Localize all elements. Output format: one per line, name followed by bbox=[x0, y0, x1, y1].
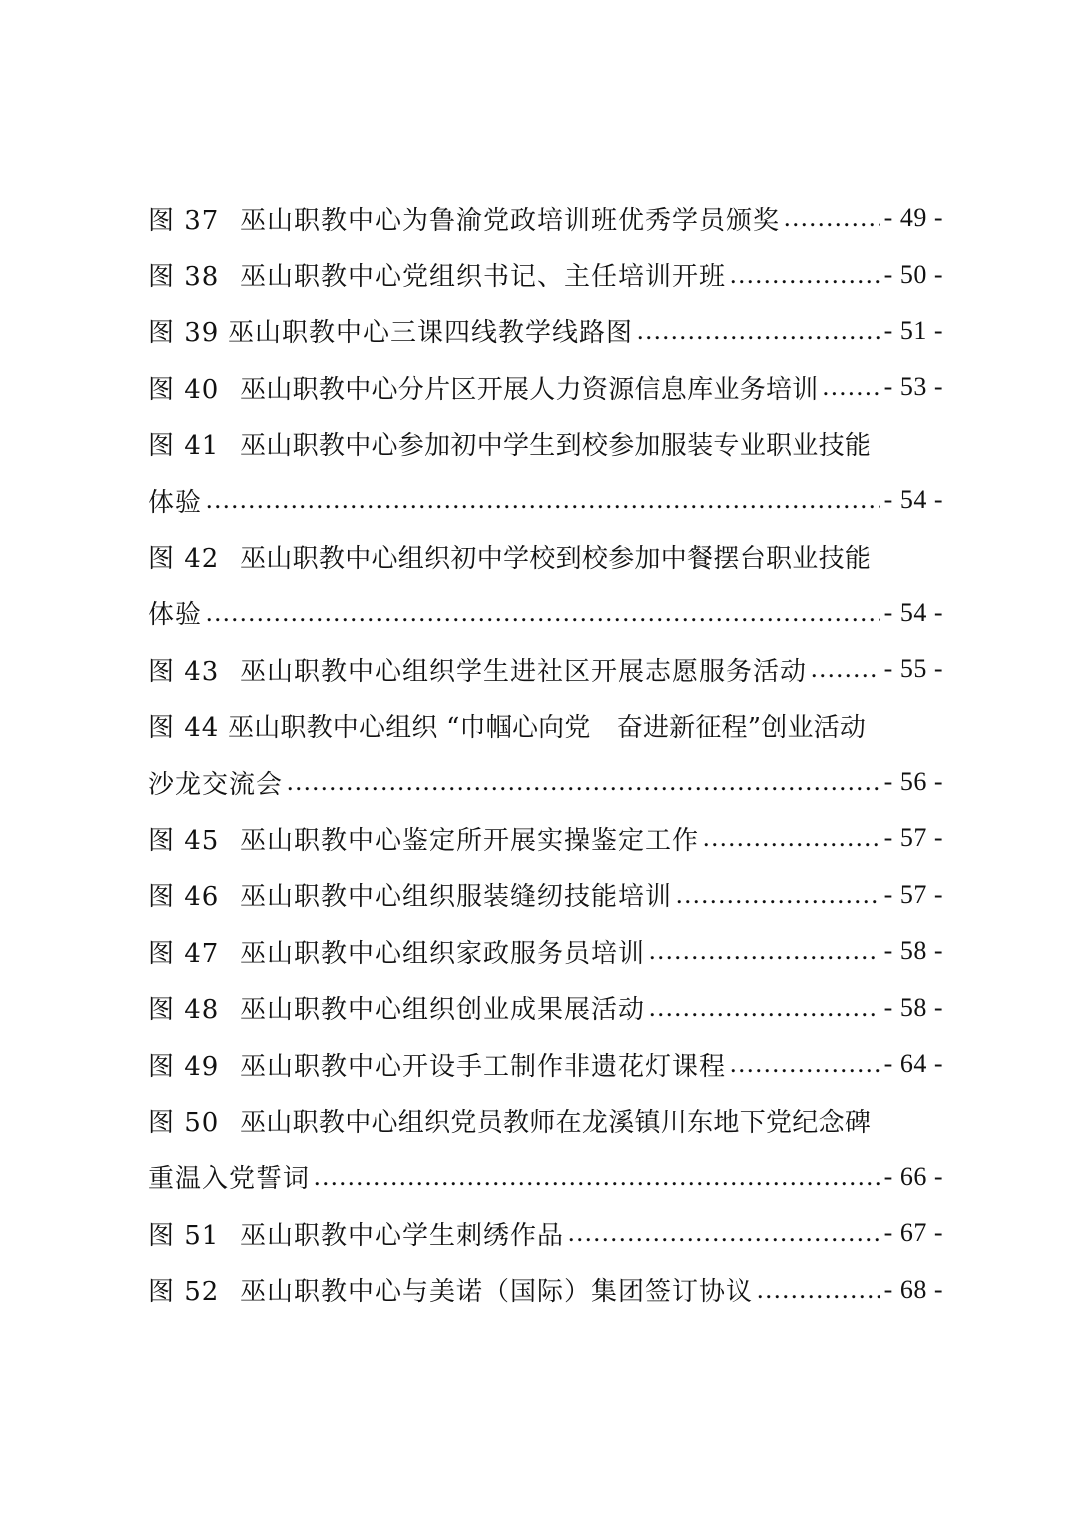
figure-title: 巫山职教中心组织创业成果展活动 bbox=[240, 995, 646, 1026]
figure-title: 巫山职教中心与美诺（国际）集团签订协议 bbox=[240, 1277, 754, 1308]
toc-entry-continuation[interactable] bbox=[148, 754, 943, 810]
figure-label: 图 52 bbox=[148, 1277, 220, 1308]
toc-entry-continuation[interactable] bbox=[148, 472, 943, 528]
toc-entry[interactable] bbox=[148, 246, 943, 302]
figure-label: 图 37 bbox=[148, 205, 220, 236]
figure-title: 巫山职教中心组织党员教师在龙溪镇川东地下党纪念碑 bbox=[240, 1107, 872, 1138]
dot-leader bbox=[287, 767, 880, 797]
toc-entry[interactable] bbox=[148, 190, 943, 246]
figure-title: 巫山职教中心鉴定所开展实操鉴定工作 bbox=[240, 825, 700, 856]
figure-label: 图 43 bbox=[148, 656, 220, 687]
figure-title: 巫山职教中心组织 “巾帼心向党 奋进新征程”创业活动 bbox=[228, 713, 867, 744]
figure-label: 图 44 bbox=[148, 713, 220, 744]
dot-leader bbox=[811, 654, 880, 684]
figure-title: 巫山职教中心分片区开展人力资源信息库业务培训 bbox=[240, 374, 819, 405]
toc-entry[interactable] bbox=[148, 359, 943, 415]
figure-title: 巫山职教中心开设手工制作非遗花灯课程 bbox=[240, 1051, 727, 1082]
dot-leader bbox=[649, 936, 880, 966]
page-number: - 64 - bbox=[883, 1049, 943, 1079]
dot-leader bbox=[784, 203, 880, 233]
toc-entry[interactable] bbox=[148, 979, 943, 1035]
dot-leader bbox=[649, 993, 880, 1023]
toc-entry[interactable] bbox=[148, 416, 943, 472]
figure-title: 巫山职教中心为鲁渝党政培训班优秀学员颁奖 bbox=[240, 205, 781, 236]
page-number: - 56 - bbox=[883, 767, 943, 797]
page-number: - 67 - bbox=[883, 1218, 943, 1248]
toc-entry-continuation[interactable] bbox=[148, 585, 943, 641]
toc-entry[interactable] bbox=[148, 698, 943, 754]
figure-label: 图 42 bbox=[148, 544, 220, 575]
toc-entry[interactable] bbox=[148, 1261, 943, 1317]
page-number: - 51 - bbox=[883, 315, 943, 345]
dot-leader bbox=[703, 823, 880, 853]
dot-leader bbox=[314, 1162, 880, 1192]
page-number: - 53 - bbox=[883, 372, 943, 402]
toc-entry[interactable] bbox=[148, 528, 943, 584]
toc-entry-continuation[interactable] bbox=[148, 1149, 943, 1205]
dot-leader bbox=[568, 1218, 880, 1248]
page-number: - 58 - bbox=[883, 936, 943, 966]
dot-leader bbox=[637, 316, 880, 346]
figure-title: 巫山职教中心组织初中学校到校参加中餐摆台职业技能 bbox=[240, 544, 872, 575]
dot-leader bbox=[206, 598, 880, 628]
figure-title-continuation: 重温入党誓词 bbox=[148, 1164, 311, 1195]
dot-leader bbox=[206, 485, 880, 515]
toc-entry[interactable] bbox=[148, 810, 943, 866]
page-number: - 50 - bbox=[883, 259, 943, 289]
toc-entry[interactable] bbox=[148, 303, 943, 359]
figure-title-continuation: 体验 bbox=[148, 600, 203, 631]
toc-entry[interactable] bbox=[148, 641, 943, 697]
figure-title: 巫山职教中心学生刺绣作品 bbox=[240, 1220, 565, 1251]
dot-leader bbox=[730, 1049, 880, 1079]
page-number: - 55 - bbox=[883, 654, 943, 684]
dot-leader bbox=[757, 1275, 880, 1305]
figure-title: 巫山职教中心党组织书记、主任培训开班 bbox=[240, 262, 727, 293]
figure-title: 巫山职教中心三课四线教学线路图 bbox=[228, 318, 634, 349]
toc-entry[interactable] bbox=[148, 1205, 943, 1261]
figure-title-continuation: 沙龙交流会 bbox=[148, 769, 284, 800]
figure-title: 巫山职教中心组织服装缝纫技能培训 bbox=[240, 882, 673, 913]
figure-label: 图 51 bbox=[148, 1220, 220, 1251]
toc-entry[interactable] bbox=[148, 867, 943, 923]
figure-label: 图 48 bbox=[148, 995, 220, 1026]
figure-label: 图 50 bbox=[148, 1107, 220, 1138]
page-number: - 57 - bbox=[883, 879, 943, 909]
toc-entry[interactable] bbox=[148, 1092, 943, 1148]
page-number: - 68 - bbox=[883, 1274, 943, 1304]
page-number: - 57 - bbox=[883, 823, 943, 853]
dot-leader bbox=[730, 260, 880, 290]
figure-label: 图 39 bbox=[148, 318, 220, 349]
figure-title: 巫山职教中心组织学生进社区开展志愿服务活动 bbox=[240, 656, 808, 687]
figure-label: 图 45 bbox=[148, 825, 220, 856]
page-number: - 54 - bbox=[883, 597, 943, 627]
page-number: - 49 - bbox=[883, 203, 943, 233]
figure-title: 巫山职教中心参加初中学生到校参加服装专业职业技能 bbox=[240, 431, 872, 462]
toc-entry[interactable] bbox=[148, 1036, 943, 1092]
page-number: - 54 - bbox=[883, 485, 943, 515]
figure-label: 图 46 bbox=[148, 882, 220, 913]
figure-title: 巫山职教中心组织家政服务员培训 bbox=[240, 938, 646, 969]
toc-entry[interactable] bbox=[148, 923, 943, 979]
figure-label: 图 47 bbox=[148, 938, 220, 969]
page-number: - 58 - bbox=[883, 992, 943, 1022]
figure-title-continuation: 体验 bbox=[148, 487, 203, 518]
figure-label: 图 38 bbox=[148, 262, 220, 293]
dot-leader bbox=[676, 880, 880, 910]
page-number: - 66 - bbox=[883, 1161, 943, 1191]
figure-label: 图 49 bbox=[148, 1051, 220, 1082]
dot-leader bbox=[823, 372, 880, 402]
figure-label: 图 40 bbox=[148, 374, 220, 405]
figure-label: 图 41 bbox=[148, 431, 220, 462]
figure-list bbox=[148, 190, 943, 1318]
